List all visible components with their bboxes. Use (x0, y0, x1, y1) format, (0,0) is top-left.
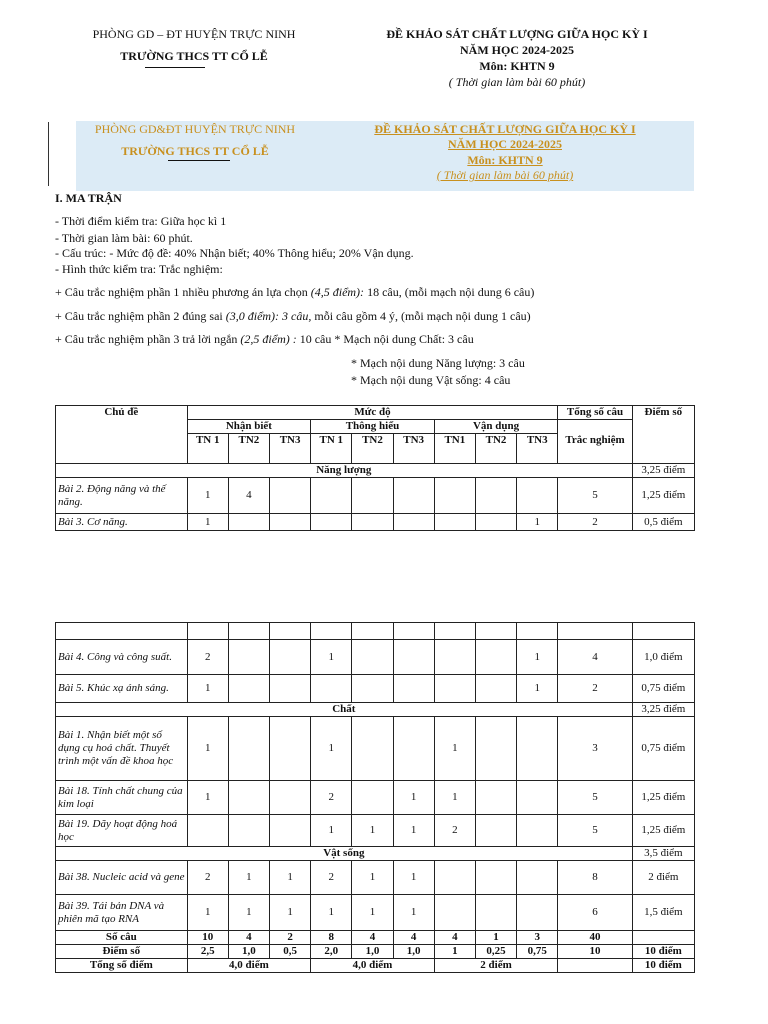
info-line: - Thời gian làm bài: 60 phút. (55, 231, 193, 245)
score-cell: 0,75 điểm (632, 675, 694, 703)
grand-apply: 2 điểm (434, 959, 558, 973)
band-school: TRƯỜNG THCS TT CỔ LỄ (121, 144, 269, 158)
col-level-header: Mức độ (187, 406, 558, 420)
section-row (56, 703, 695, 717)
level-count-cell: 0,5 (269, 945, 310, 959)
band-department: PHÒNG GD&ĐT HUYỆN TRỰC NINH (94, 122, 296, 136)
sub-tn1: TN1 (434, 434, 475, 464)
lesson-label: Bài 1. Nhận biết một số dụng cụ hoá chất. Thuyết trình một vấn đề khoa học (56, 717, 188, 781)
level-count-cell: 1 (187, 478, 228, 514)
level-count-cell: 2 (269, 931, 310, 945)
level-count-cell (228, 514, 269, 531)
section-label: Vật sống (56, 847, 633, 861)
table-row (56, 478, 695, 514)
level-count-cell: 0,75 (517, 945, 558, 959)
lesson-label: Bài 19. Dãy hoạt động hoá học (56, 815, 188, 847)
level-count-cell: 1 (434, 717, 475, 781)
level-count-cell (352, 514, 393, 531)
matrix-table-part1 (55, 405, 695, 531)
level-count-cell: 1 (434, 945, 475, 959)
sub-tn2: TN2 (475, 434, 516, 464)
level-count-cell (517, 781, 558, 815)
total-count-cell: 5 (558, 478, 632, 514)
lesson-label: Bài 2. Động năng và thế năng. (56, 478, 188, 514)
level-count-cell (269, 478, 310, 514)
level-count-cell (352, 640, 393, 675)
sub-tn1: TN 1 (187, 434, 228, 464)
table-row (56, 931, 695, 945)
total-count-cell: 2 (558, 514, 632, 531)
margin-bar (48, 154, 49, 170)
level-count-cell: 1 (187, 675, 228, 703)
level-count-cell: 8 (311, 931, 352, 945)
section-row (56, 464, 695, 478)
header-school: TRƯỜNG THCS TT CỔ LỄ (120, 49, 268, 63)
margin-bar (48, 122, 49, 138)
level-count-cell: 2 (187, 640, 228, 675)
table-row (56, 815, 695, 847)
level-count-cell (311, 675, 352, 703)
level-count-cell: 2,0 (311, 945, 352, 959)
level-count-cell (393, 640, 434, 675)
level-count-cell (517, 895, 558, 931)
section-score: 3,25 điểm (632, 464, 694, 478)
table-row (56, 781, 695, 815)
margin-bar (48, 138, 49, 154)
col-total-header: Tổng số câu (558, 406, 632, 420)
level-count-cell (352, 781, 393, 815)
level-count-cell: 1 (393, 815, 434, 847)
grand-recognize: 4,0 điểm (187, 959, 311, 973)
level-count-cell (228, 781, 269, 815)
level-count-cell: 1,0 (352, 945, 393, 959)
lesson-label: Bài 3. Cơ năng. (56, 514, 188, 531)
band-school-underline (168, 160, 230, 161)
section-row (56, 847, 695, 861)
lesson-label: Bài 38. Nucleic acid và gene (56, 861, 188, 895)
info-line: - Thời điểm kiểm tra: Giữa học kì 1 (55, 214, 227, 228)
level-count-cell (393, 514, 434, 531)
level-count-cell (434, 895, 475, 931)
matrix-table-part2 (55, 622, 695, 973)
school-year: NĂM HỌC 2024-2025 (460, 43, 574, 57)
level-count-cell: 1 (517, 675, 558, 703)
part3-detail: 10 câu * Mạch nội dung Chất: 3 câu (296, 332, 474, 346)
level-count-cell: 2 (434, 815, 475, 847)
level-count-cell: 1 (228, 895, 269, 931)
table-row (56, 717, 695, 781)
level-count-cell: 1 (517, 514, 558, 531)
level-count-cell (269, 717, 310, 781)
total-count-cell: 4 (558, 640, 632, 675)
band-exam-title: ĐỀ KHẢO SÁT CHẤT LƯỢNG GIỮA HỌC KỲ I (374, 122, 636, 136)
score-cell: 10 điểm (632, 945, 694, 959)
score-cell: 0,75 điểm (632, 717, 694, 781)
level-count-cell (228, 815, 269, 847)
lesson-label: Bài 39. Tái bản DNA và phiên mã tạo RNA (56, 895, 188, 931)
topic-energy-line: * Mạch nội dung Năng lượng: 3 câu (351, 356, 525, 370)
level-count-cell (475, 478, 516, 514)
total-label: Số câu (56, 931, 188, 945)
section-title: I. MA TRẬN (55, 191, 122, 205)
level-count-cell (393, 478, 434, 514)
level-count-cell (228, 717, 269, 781)
level-count-cell (434, 514, 475, 531)
level-count-cell: 2,5 (187, 945, 228, 959)
section-score: 3,5 điểm (632, 847, 694, 861)
level-count-cell: 1 (311, 640, 352, 675)
level-count-cell: 1,0 (228, 945, 269, 959)
sub-tn3: TN3 (269, 434, 310, 464)
level-count-cell: 1 (269, 861, 310, 895)
lesson-label: Bài 4. Công và công suất. (56, 640, 188, 675)
level-count-cell (475, 781, 516, 815)
level-count-cell (434, 861, 475, 895)
level-count-cell (228, 640, 269, 675)
grand-total-label: Tổng số điểm (56, 959, 188, 973)
part1-text: + Câu trắc nghiệm phần 1 nhiều phương án lựa chọn (55, 285, 311, 299)
level-count-cell (352, 717, 393, 781)
level-count-cell: 1 (434, 781, 475, 815)
level-count-cell (517, 815, 558, 847)
info-line: - Hình thức kiểm tra: Trắc nghiệm: (55, 262, 223, 276)
level-count-cell (475, 675, 516, 703)
table-row (56, 675, 695, 703)
level-count-cell: 4 (352, 931, 393, 945)
table-row (56, 895, 695, 931)
level-count-cell (352, 478, 393, 514)
total-label: Điểm số (56, 945, 188, 959)
level-count-cell: 4 (228, 931, 269, 945)
topic-living-line: * Mạch nội dung Vật sống: 4 câu (351, 373, 511, 387)
level-count-cell (311, 514, 352, 531)
col-score-header: Điểm số (632, 406, 694, 464)
level-count-cell (269, 781, 310, 815)
total-count-cell: 5 (558, 781, 632, 815)
level-count-cell (269, 675, 310, 703)
school-underline (145, 67, 205, 68)
score-cell: 1,0 điểm (632, 640, 694, 675)
sub-tn2: TN2 (352, 434, 393, 464)
score-cell: 1,25 điểm (632, 478, 694, 514)
level-count-cell: 1 (228, 861, 269, 895)
level-count-cell (517, 861, 558, 895)
col-topic-header: Chủ đề (56, 406, 188, 464)
subject: Môn: KHTN 9 (479, 59, 555, 73)
level-count-cell: 1 (187, 895, 228, 931)
level-count-cell (434, 675, 475, 703)
level-count-cell (187, 815, 228, 847)
level-count-cell (475, 895, 516, 931)
level-count-cell: 2 (187, 861, 228, 895)
section-score: 3,25 điểm (632, 703, 694, 717)
part1-points: (4,5 điểm): (310, 285, 365, 299)
score-cell: 0,5 điểm (632, 514, 694, 531)
level-count-cell (517, 478, 558, 514)
level-count-cell: 1 (311, 815, 352, 847)
level-count-cell (434, 478, 475, 514)
level-count-cell: 0,25 (475, 945, 516, 959)
level-count-cell: 4 (393, 931, 434, 945)
sub-tn3: TN3 (393, 434, 434, 464)
grand-total-count (558, 959, 632, 973)
grand-total-score: 10 điểm (632, 959, 694, 973)
level-count-cell: 3 (517, 931, 558, 945)
score-cell (632, 931, 694, 945)
score-cell: 1,5 điểm (632, 895, 694, 931)
level-count-cell: 10 (187, 931, 228, 945)
level-count-cell: 1 (187, 514, 228, 531)
level-count-cell: 1 (352, 895, 393, 931)
time-limit: ( Thời gian làm bài 60 phút) (448, 75, 586, 89)
level-count-cell: 1 (187, 781, 228, 815)
level-count-cell: 4 (434, 931, 475, 945)
sub-tn3: TN3 (517, 434, 558, 464)
level-count-cell: 1 (311, 717, 352, 781)
total-count-cell: 3 (558, 717, 632, 781)
part2-detail: mỗi câu gồm 4 ý, (mỗi mạch nội dung 1 câu) (311, 309, 531, 323)
total-count-cell: 10 (558, 945, 632, 959)
level-count-cell: 1 (187, 717, 228, 781)
level-count-cell: 2 (311, 781, 352, 815)
level-count-cell (475, 717, 516, 781)
level-count-cell (269, 514, 310, 531)
table-row (56, 945, 695, 959)
lesson-label: Bài 5. Khúc xạ ánh sáng. (56, 675, 188, 703)
score-cell: 1,25 điểm (632, 815, 694, 847)
level-count-cell: 1 (269, 895, 310, 931)
section-label: Chất (56, 703, 633, 717)
level-count-cell (475, 861, 516, 895)
total-count-cell: 2 (558, 675, 632, 703)
part2-points: (3,0 điểm): 3 câu, (225, 309, 312, 323)
level-count-cell: 2 (311, 861, 352, 895)
header-department: PHÒNG GD – ĐT HUYỆN TRỰC NINH (92, 27, 296, 41)
total-count-cell: 8 (558, 861, 632, 895)
part2-line (55, 309, 531, 324)
level-count-cell: 4 (228, 478, 269, 514)
section-label: Năng lượng (56, 464, 633, 478)
level-count-cell (475, 514, 516, 531)
sub-multiple-choice: Trắc nghiệm (558, 434, 632, 464)
sub-tn1: TN 1 (311, 434, 352, 464)
exam-title: ĐỀ KHẢO SÁT CHẤT LƯỢNG GIỮA HỌC KỲ I (386, 27, 648, 41)
level-count-cell (475, 640, 516, 675)
part3-points: (2,5 điểm) : (240, 332, 297, 346)
lesson-label: Bài 18. Tính chất chung của kim loại (56, 781, 188, 815)
part3-text: + Câu trắc nghiệm phần 3 trả lời ngắn (55, 332, 241, 346)
sub-tn2: TN2 (228, 434, 269, 464)
band-school-year: NĂM HỌC 2024-2025 (448, 137, 562, 151)
total-count-cell: 40 (558, 931, 632, 945)
level-count-cell: 1 (311, 895, 352, 931)
part1-detail: 18 câu, (mỗi mạch nội dung 6 câu) (364, 285, 535, 299)
info-line: - Cấu trúc: - Mức độ đề: 40% Nhận biết; 40% Thông hiểu; 20% Vận dụng. (55, 246, 414, 260)
band-time-limit: ( Thời gian làm bài 60 phút) (436, 168, 574, 182)
part3-line (55, 332, 474, 347)
table-row (56, 959, 695, 973)
score-cell: 1,25 điểm (632, 781, 694, 815)
table-row (56, 640, 695, 675)
level-count-cell: 1 (352, 861, 393, 895)
level-count-cell (228, 675, 269, 703)
level-count-cell: 1 (475, 931, 516, 945)
level-count-cell (269, 815, 310, 847)
level-count-cell (352, 675, 393, 703)
level-count-cell (393, 717, 434, 781)
table-row (56, 514, 695, 531)
band-subject: Môn: KHTN 9 (467, 153, 543, 167)
total-count-cell: 6 (558, 895, 632, 931)
table-row (56, 861, 695, 895)
level-count-cell: 1,0 (393, 945, 434, 959)
level-count-cell: 1 (393, 781, 434, 815)
total-count-cell: 5 (558, 815, 632, 847)
score-cell: 2 điểm (632, 861, 694, 895)
level-count-cell (393, 675, 434, 703)
level-count-cell: 1 (352, 815, 393, 847)
level-count-cell (475, 815, 516, 847)
level-understand: Thông hiểu (311, 420, 435, 434)
grand-understand: 4,0 điểm (311, 959, 435, 973)
level-apply: Vận dụng (434, 420, 558, 434)
level-count-cell: 1 (517, 640, 558, 675)
level-count-cell: 1 (393, 895, 434, 931)
part2-text: + Câu trắc nghiệm phần 2 đúng sai (55, 309, 226, 323)
part1-line (55, 285, 534, 300)
level-count-cell (517, 717, 558, 781)
level-count-cell (311, 478, 352, 514)
level-count-cell (269, 640, 310, 675)
margin-bar (48, 170, 49, 186)
level-count-cell (434, 640, 475, 675)
level-recognize: Nhận biết (187, 420, 311, 434)
level-count-cell: 1 (393, 861, 434, 895)
